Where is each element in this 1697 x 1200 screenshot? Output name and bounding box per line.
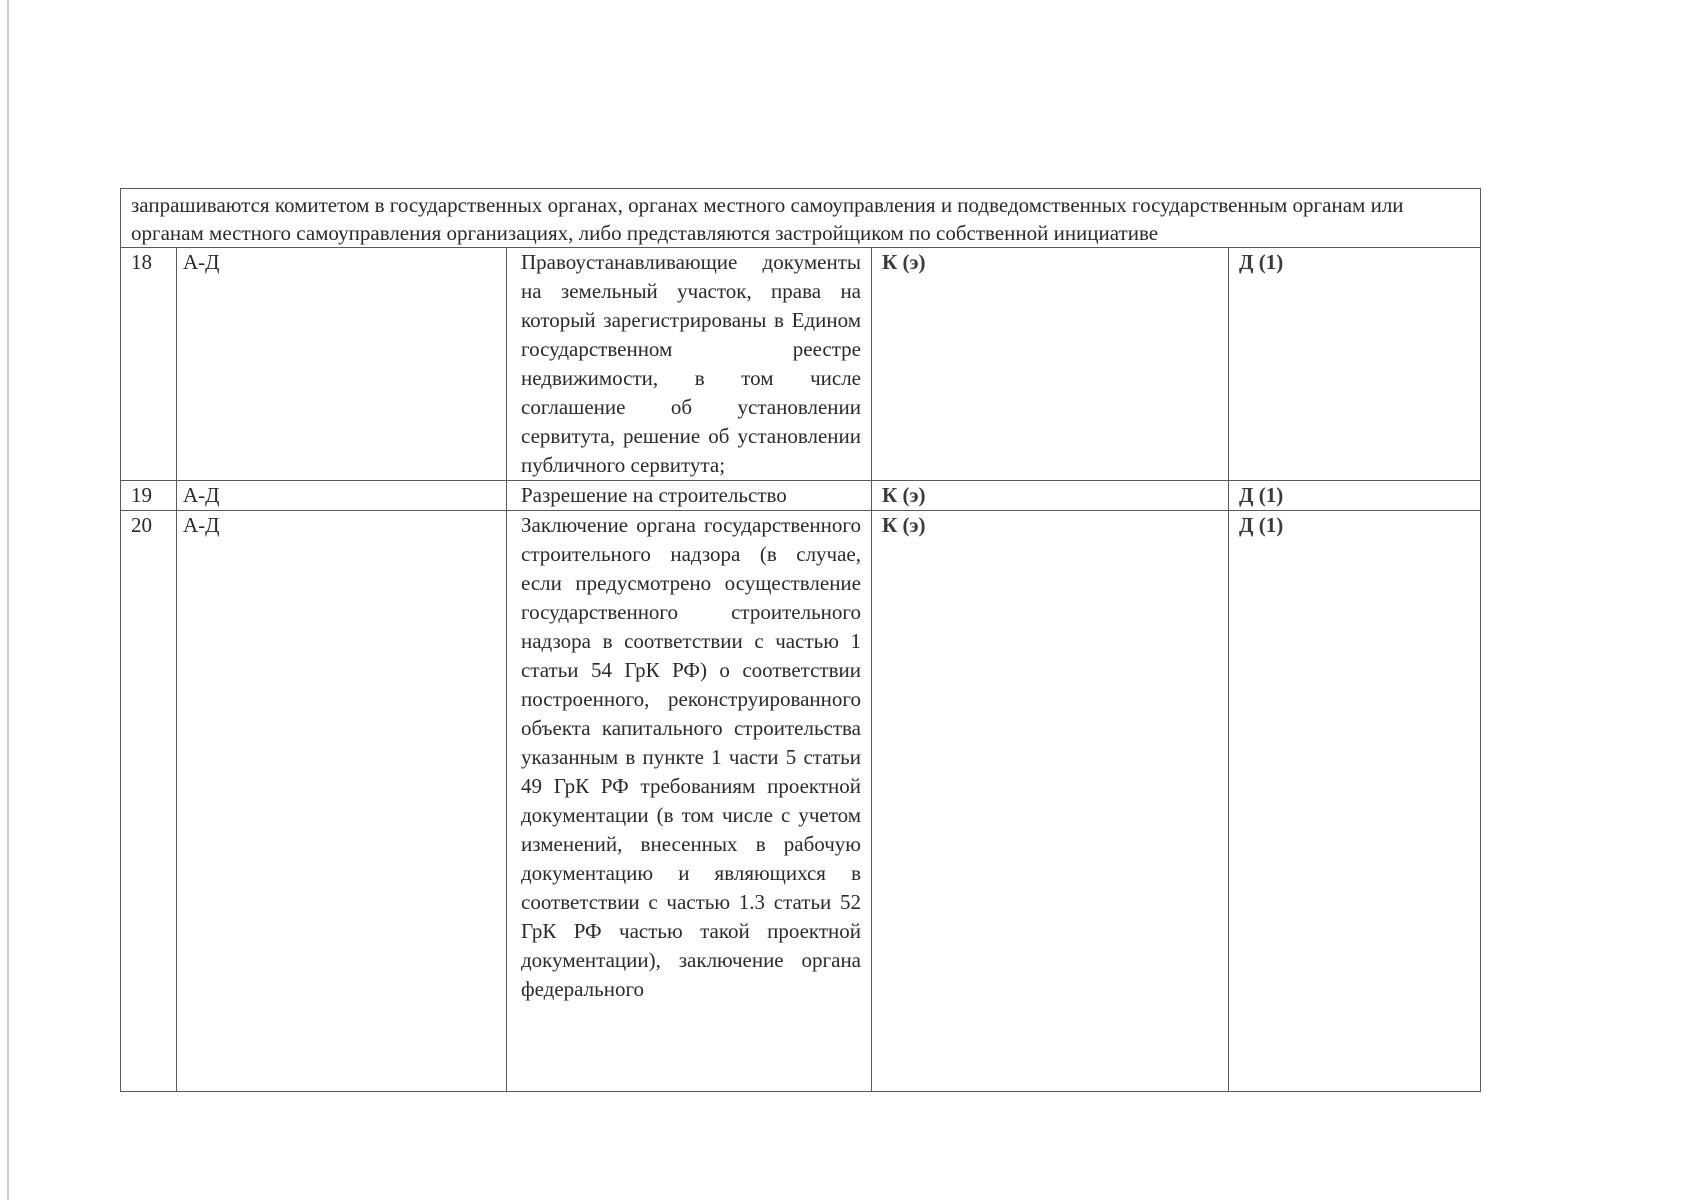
header-note: запрашиваются комитетом в государственных органах, органах местного самоуправления и подведомственных государственным органам или органам местного самоуправления организациях, либо представляются застройщиком по собственной инициативе	[121, 189, 1481, 248]
scan-edge-line	[7, 0, 9, 1200]
row-col5-mark: Д (1)	[1229, 248, 1481, 481]
row-col4-mark: К (э)	[872, 481, 1229, 511]
table-row	[121, 511, 1481, 1092]
row-col4-mark: К (э)	[872, 511, 1229, 1092]
row-code: А-Д	[177, 481, 507, 511]
table-header-note-row	[121, 189, 1481, 248]
table-row	[121, 248, 1481, 481]
row-document-name: Правоустанавливающие документы на земельный участок, права на который зарегистрированы в Едином государственном реестре недвижимости, в том числе соглашение об установлении сервитута, решение об установлении публичного сервитута;	[507, 248, 872, 481]
row-col5-mark: Д (1)	[1229, 511, 1481, 1092]
row-document-name: Разрешение на строительство	[507, 481, 872, 511]
row-code: А-Д	[177, 511, 507, 1092]
row-code: А-Д	[177, 248, 507, 481]
row-number: 19	[121, 481, 177, 511]
row-col4-mark: К (э)	[872, 248, 1229, 481]
row-document-name: Заключение органа государственного строительного надзора (в случае, если предусмотрено осуществление государственного строительного надзора в соответствии с частью 1 статьи 54 ГрК РФ) о соответствии построенного, реконструированного объекта капитального строительства указанным в пункте 1 части 5 статьи 49 ГрК РФ требованиям проектной документации (в том числе с учетом изменений, внесенных в рабочую документацию и являющихся в соответствии с частью 1.3 статьи 52 ГрК РФ частью такой проектной документации), заключение органа федерального	[507, 511, 872, 1092]
row-number: 20	[121, 511, 177, 1092]
row-col5-mark: Д (1)	[1229, 481, 1481, 511]
table-row	[121, 481, 1481, 511]
row-number: 18	[121, 248, 177, 481]
documents-table	[120, 188, 1481, 1092]
